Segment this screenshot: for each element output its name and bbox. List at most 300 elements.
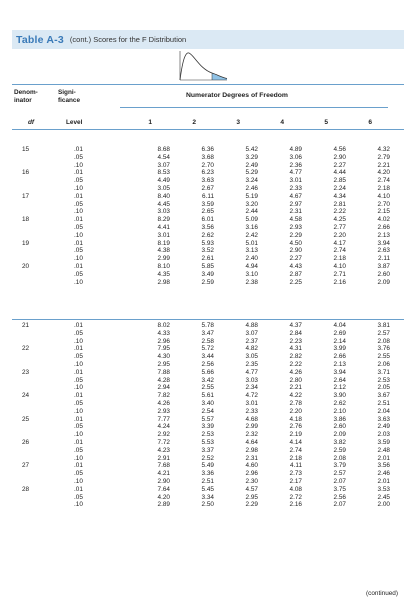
value-cell: 2.10 — [333, 407, 346, 415]
value-cell: 3.56 — [377, 462, 390, 470]
value-cell: 2.90 — [289, 247, 302, 255]
df-cell — [12, 501, 46, 509]
table-row — [12, 154, 390, 162]
value-cell: 5.78 — [201, 322, 214, 329]
value-cell: 3.63 — [201, 177, 214, 185]
value-cell: 8.53 — [157, 169, 170, 177]
value-cell: 2.05 — [377, 384, 390, 392]
value-cell: 3.01 — [157, 231, 170, 239]
table-row — [12, 271, 390, 279]
value-cell: 2.07 — [333, 477, 346, 485]
value-cell: 5.19 — [245, 192, 258, 200]
value-cell: 3.71 — [377, 368, 390, 376]
value-cell: 8.10 — [157, 262, 170, 270]
table-row — [12, 408, 390, 416]
value-cell: 4.54 — [157, 153, 170, 161]
value-cell: 5.57 — [201, 415, 214, 423]
value-cell: 2.70 — [377, 200, 390, 208]
table-row — [12, 263, 390, 271]
value-cell: 4.45 — [157, 200, 170, 208]
value-cell: 3.16 — [245, 223, 258, 231]
table-row — [12, 177, 390, 185]
value-cell: 2.93 — [289, 223, 302, 231]
value-cell: 2.35 — [245, 360, 258, 368]
value-cell: 4.18 — [289, 415, 302, 423]
value-cell: 2.62 — [333, 399, 346, 407]
value-cell: 2.09 — [333, 431, 346, 439]
value-cell: 4.68 — [245, 415, 258, 423]
level-cell: .10 — [74, 384, 83, 392]
value-cell: 2.11 — [378, 255, 390, 263]
section-rule — [12, 319, 404, 320]
value-cell: 2.90 — [333, 153, 346, 161]
value-cell: 2.34 — [245, 384, 258, 392]
level-cell: .05 — [74, 247, 83, 255]
value-cell: 3.34 — [201, 493, 214, 501]
level-cell: .05 — [74, 153, 83, 161]
value-cell: 4.43 — [289, 262, 302, 270]
value-cell: 4.50 — [289, 239, 302, 247]
column-header-1: 1 — [148, 119, 152, 126]
value-cell: 3.20 — [245, 200, 258, 208]
column-header-2: 2 — [192, 119, 196, 126]
table-row — [12, 377, 390, 385]
header-bottom-rule — [12, 129, 404, 130]
value-cell: 2.37 — [245, 337, 258, 345]
value-cell: 7.95 — [157, 345, 170, 353]
value-cell: 5.42 — [245, 146, 258, 153]
table-row — [12, 322, 390, 330]
value-cell: 2.49 — [245, 161, 258, 169]
value-cell: 2.08 — [333, 454, 346, 462]
value-cell: 2.06 — [377, 360, 390, 368]
value-cell: 4.38 — [157, 247, 170, 255]
level-cell: .01 — [74, 438, 83, 446]
table-row — [12, 462, 390, 470]
df-cell: 24 — [22, 392, 30, 400]
value-cell: 7.77 — [157, 415, 170, 423]
value-cell: 8.40 — [157, 192, 170, 200]
column-header-6: 6 — [368, 119, 372, 126]
df-cell: 16 — [22, 169, 30, 177]
table-row — [12, 330, 390, 338]
table-row — [12, 247, 390, 255]
value-cell: 4.22 — [289, 392, 302, 400]
value-cell: 2.13 — [333, 360, 346, 368]
value-cell: 2.57 — [377, 329, 390, 337]
value-cell: 6.36 — [201, 146, 214, 153]
value-cell: 8.02 — [157, 322, 170, 329]
value-cell: 4.30 — [157, 353, 170, 361]
table-row — [12, 224, 390, 232]
value-cell: 2.45 — [377, 493, 390, 501]
value-cell: 2.76 — [289, 423, 302, 431]
level-cell: .01 — [74, 146, 83, 153]
value-cell: 2.22 — [333, 208, 346, 216]
level-cell: .05 — [74, 329, 83, 337]
value-cell: 5.72 — [201, 345, 214, 353]
table-row — [12, 470, 390, 478]
table-row — [12, 501, 390, 509]
value-cell: 2.16 — [289, 501, 302, 509]
table-row — [12, 240, 390, 248]
value-cell: 2.18 — [377, 184, 390, 192]
value-cell: 3.36 — [201, 470, 214, 478]
value-cell: 3.01 — [289, 177, 302, 185]
table-header-banner — [12, 30, 404, 49]
table-row — [12, 169, 390, 177]
f-distribution-curve-icon — [178, 49, 228, 81]
value-cell: 4.56 — [333, 146, 346, 153]
value-cell: 2.21 — [289, 384, 302, 392]
table-label: Table A-3 — [16, 33, 64, 46]
df-cell — [12, 271, 46, 279]
value-cell: 3.87 — [377, 262, 390, 270]
df-cell: 25 — [22, 415, 30, 423]
df-cell: 28 — [22, 485, 30, 493]
value-cell: 2.25 — [289, 278, 302, 286]
value-cell: 3.01 — [245, 399, 258, 407]
level-cell: .05 — [74, 446, 83, 454]
df-cell: 20 — [22, 262, 30, 270]
value-cell: 7.68 — [157, 462, 170, 470]
value-cell: 4.94 — [245, 262, 258, 270]
value-cell: 8.19 — [157, 239, 170, 247]
table-row — [12, 392, 390, 400]
value-cell: 4.32 — [377, 146, 390, 153]
value-cell: 2.89 — [157, 501, 170, 509]
value-cell: 2.38 — [245, 278, 258, 286]
value-cell: 3.90 — [333, 392, 346, 400]
value-cell: 2.14 — [333, 337, 346, 345]
value-cell: 2.27 — [289, 255, 302, 263]
df-cell: 27 — [22, 462, 30, 470]
significance-header — [58, 89, 94, 104]
value-cell: 2.74 — [377, 177, 390, 185]
table-row — [12, 369, 390, 377]
value-cell: 2.01 — [377, 454, 390, 462]
level-cell: .10 — [74, 278, 83, 286]
value-cell: 5.49 — [201, 462, 214, 470]
table-row — [12, 431, 390, 439]
value-cell: 2.01 — [377, 477, 390, 485]
value-cell: 4.57 — [245, 485, 258, 493]
value-cell: 4.28 — [157, 376, 170, 384]
value-cell: 2.49 — [377, 423, 390, 431]
table-row — [12, 486, 390, 494]
value-cell: 5.61 — [201, 392, 214, 400]
value-cell: 4.35 — [157, 270, 170, 278]
df-cell — [12, 201, 46, 209]
value-cell: 2.99 — [157, 255, 170, 263]
table-row — [12, 255, 390, 263]
column-header-3: 3 — [236, 119, 240, 126]
df-cell — [12, 361, 46, 369]
level-cell: .01 — [74, 169, 83, 177]
df-cell — [12, 330, 46, 338]
value-cell: 4.72 — [245, 392, 258, 400]
value-cell: 4.88 — [245, 322, 258, 329]
df-cell — [12, 208, 46, 216]
numerator-title: Numerator Degrees of Freedom — [186, 92, 288, 99]
value-cell: 3.05 — [157, 184, 170, 192]
f-table-bottom — [12, 322, 390, 509]
value-cell: 2.29 — [245, 501, 258, 509]
value-cell: 3.75 — [333, 485, 346, 493]
value-cell: 6.23 — [201, 169, 214, 177]
value-cell: 4.23 — [157, 446, 170, 454]
value-cell: 2.29 — [289, 231, 302, 239]
value-cell: 3.94 — [333, 368, 346, 376]
value-cell: 4.14 — [289, 438, 302, 446]
value-cell: 2.32 — [245, 431, 258, 439]
significance-label: Signi- ficance — [58, 89, 81, 104]
value-cell: 2.65 — [201, 208, 214, 216]
value-cell: 3.53 — [377, 485, 390, 493]
level-cell: .01 — [74, 216, 83, 224]
value-cell: 2.58 — [201, 337, 214, 345]
value-cell: 2.96 — [157, 337, 170, 345]
table-row — [12, 193, 390, 201]
f-table-top — [12, 146, 390, 286]
table-row — [12, 185, 390, 193]
value-cell: 2.50 — [201, 501, 214, 509]
value-cell: 3.24 — [245, 177, 258, 185]
value-cell: 4.31 — [289, 345, 302, 353]
value-cell: 2.67 — [201, 184, 214, 192]
value-cell: 2.56 — [333, 493, 346, 501]
df-cell — [12, 353, 46, 361]
value-cell: 2.53 — [377, 376, 390, 384]
df-cell — [12, 478, 46, 486]
value-cell: 2.55 — [377, 353, 390, 361]
df-cell — [12, 279, 46, 287]
df-cell — [12, 423, 46, 431]
value-cell: 2.79 — [377, 153, 390, 161]
value-cell: 2.44 — [245, 208, 258, 216]
value-cell: 4.02 — [377, 216, 390, 224]
value-cell: 2.18 — [333, 255, 346, 263]
value-cell: 4.11 — [290, 462, 302, 470]
value-cell: 4.64 — [245, 438, 258, 446]
df-cell: 22 — [22, 345, 30, 353]
value-cell: 4.77 — [289, 169, 302, 177]
value-cell: 3.63 — [377, 415, 390, 423]
df-cell — [12, 185, 46, 193]
level-cell: .05 — [74, 423, 83, 431]
value-cell: 2.21 — [377, 161, 390, 169]
value-cell: 4.17 — [333, 239, 346, 247]
value-cell: 3.29 — [245, 153, 258, 161]
value-cell: 4.82 — [245, 345, 258, 353]
level-cell: .01 — [74, 262, 83, 270]
df-cell: 17 — [22, 192, 30, 200]
value-cell: 3.40 — [201, 399, 214, 407]
df-cell — [12, 162, 46, 170]
value-cell: 2.54 — [201, 407, 214, 415]
value-cell: 2.24 — [333, 184, 346, 192]
value-cell: 2.96 — [245, 470, 258, 478]
value-cell: 2.61 — [201, 255, 214, 263]
level-cell: .10 — [74, 407, 83, 415]
value-cell: 2.16 — [333, 278, 346, 286]
level-cell: .01 — [74, 345, 83, 353]
level-cell: .05 — [74, 200, 83, 208]
level-cell: .01 — [74, 322, 83, 329]
denominator-label: Denom- inator — [14, 89, 38, 104]
value-cell: 2.59 — [201, 278, 214, 286]
value-cell: 5.09 — [245, 216, 258, 224]
table-row — [12, 216, 390, 224]
value-cell: 3.06 — [289, 153, 302, 161]
level-cell: .01 — [74, 192, 83, 200]
value-cell: 3.03 — [157, 208, 170, 216]
table-row — [12, 353, 390, 361]
value-cell: 2.51 — [377, 399, 390, 407]
df-cell — [12, 431, 46, 439]
value-cell: 2.19 — [289, 431, 302, 439]
value-cell: 2.60 — [333, 423, 346, 431]
value-cell: 3.13 — [245, 247, 258, 255]
value-cell: 3.42 — [201, 376, 214, 384]
table-row — [12, 232, 390, 240]
value-cell: 2.57 — [333, 470, 346, 478]
value-cell: 2.84 — [289, 329, 302, 337]
value-cell: 2.72 — [289, 493, 302, 501]
df-cell — [12, 447, 46, 455]
level-cell: .10 — [74, 231, 83, 239]
value-cell: 5.93 — [201, 239, 214, 247]
level-cell: .05 — [74, 470, 83, 478]
df-cell — [12, 338, 46, 346]
value-cell: 3.59 — [201, 200, 214, 208]
value-cell: 2.08 — [377, 337, 390, 345]
level-cell: .01 — [74, 485, 83, 493]
table-row — [12, 439, 390, 447]
df-cell — [12, 154, 46, 162]
value-cell: 2.12 — [333, 384, 346, 392]
table-row — [12, 416, 390, 424]
value-cell: 5.29 — [245, 169, 258, 177]
table-row — [12, 338, 390, 346]
table-row — [12, 494, 390, 502]
value-cell: 2.64 — [333, 376, 346, 384]
value-cell: 3.59 — [377, 438, 390, 446]
value-cell: 4.34 — [333, 192, 346, 200]
value-cell: 4.89 — [289, 146, 302, 153]
value-cell: 2.71 — [333, 270, 346, 278]
table-row — [12, 478, 390, 486]
df-cell — [12, 255, 46, 263]
df-cell: 19 — [22, 239, 30, 247]
value-cell: 2.31 — [289, 208, 302, 216]
column-header-5: 5 — [324, 119, 328, 126]
value-cell: 3.44 — [201, 353, 214, 361]
value-cell: 4.20 — [157, 493, 170, 501]
value-cell: 7.88 — [157, 368, 170, 376]
value-cell: 2.36 — [289, 161, 302, 169]
level-cell: .10 — [74, 208, 83, 216]
level-cell: .01 — [74, 392, 83, 400]
value-cell: 2.77 — [333, 223, 346, 231]
value-cell: 2.95 — [245, 493, 258, 501]
table-row — [12, 423, 390, 431]
level-header: Level — [66, 119, 83, 126]
value-cell: 2.33 — [289, 184, 302, 192]
value-cell: 2.23 — [289, 337, 302, 345]
table-description: (cont.) Scores for the F Distribution — [69, 35, 187, 44]
level-cell: .10 — [74, 501, 83, 509]
df-cell: 18 — [22, 216, 30, 224]
df-cell — [12, 384, 46, 392]
value-cell: 5.45 — [201, 485, 214, 493]
value-cell: 4.37 — [289, 322, 302, 329]
value-cell: 3.82 — [333, 438, 346, 446]
value-cell: 2.66 — [377, 223, 390, 231]
value-cell: 3.81 — [377, 322, 390, 329]
value-cell: 2.33 — [245, 407, 258, 415]
value-cell: 2.92 — [157, 431, 170, 439]
value-cell: 4.60 — [245, 462, 258, 470]
value-cell: 2.93 — [157, 407, 170, 415]
value-cell: 8.68 — [157, 146, 170, 153]
df-cell: 26 — [22, 438, 30, 446]
value-cell: 3.39 — [201, 423, 214, 431]
value-cell: 4.08 — [289, 485, 302, 493]
value-cell: 2.27 — [333, 161, 346, 169]
value-cell: 2.81 — [333, 200, 346, 208]
column-header-4: 4 — [280, 119, 284, 126]
value-cell: 2.17 — [289, 477, 302, 485]
value-cell: 4.25 — [333, 216, 346, 224]
value-cell: 2.04 — [377, 407, 390, 415]
value-cell: 2.97 — [289, 200, 302, 208]
value-cell: 3.94 — [377, 239, 390, 247]
value-cell: 7.72 — [157, 438, 170, 446]
level-cell: .05 — [74, 270, 83, 278]
value-cell: 2.73 — [289, 470, 302, 478]
level-cell: .01 — [74, 462, 83, 470]
value-cell: 2.48 — [377, 446, 390, 454]
value-cell: 2.80 — [289, 376, 302, 384]
value-cell: 2.90 — [157, 477, 170, 485]
df-cell — [12, 247, 46, 255]
level-cell: .01 — [74, 239, 83, 247]
value-cell: 2.52 — [201, 454, 214, 462]
value-cell: 4.49 — [157, 177, 170, 185]
value-cell: 2.82 — [289, 353, 302, 361]
level-cell: .05 — [74, 223, 83, 231]
value-cell: 3.99 — [333, 345, 346, 353]
value-cell: 3.86 — [333, 415, 346, 423]
value-cell: 7.82 — [157, 392, 170, 400]
value-cell: 3.67 — [377, 392, 390, 400]
value-cell: 4.26 — [157, 399, 170, 407]
value-cell: 2.63 — [377, 247, 390, 255]
denominator-header — [14, 89, 54, 104]
value-cell: 2.07 — [333, 501, 346, 509]
df-cell — [12, 470, 46, 478]
header-top-rule — [12, 84, 404, 85]
value-cell: 3.76 — [377, 345, 390, 353]
value-cell: 3.03 — [245, 376, 258, 384]
value-cell: 2.09 — [377, 278, 390, 286]
table-row — [12, 384, 390, 392]
table-row — [12, 400, 390, 408]
value-cell: 2.91 — [157, 454, 170, 462]
numerator-rule — [120, 107, 388, 108]
value-cell: 4.26 — [289, 368, 302, 376]
